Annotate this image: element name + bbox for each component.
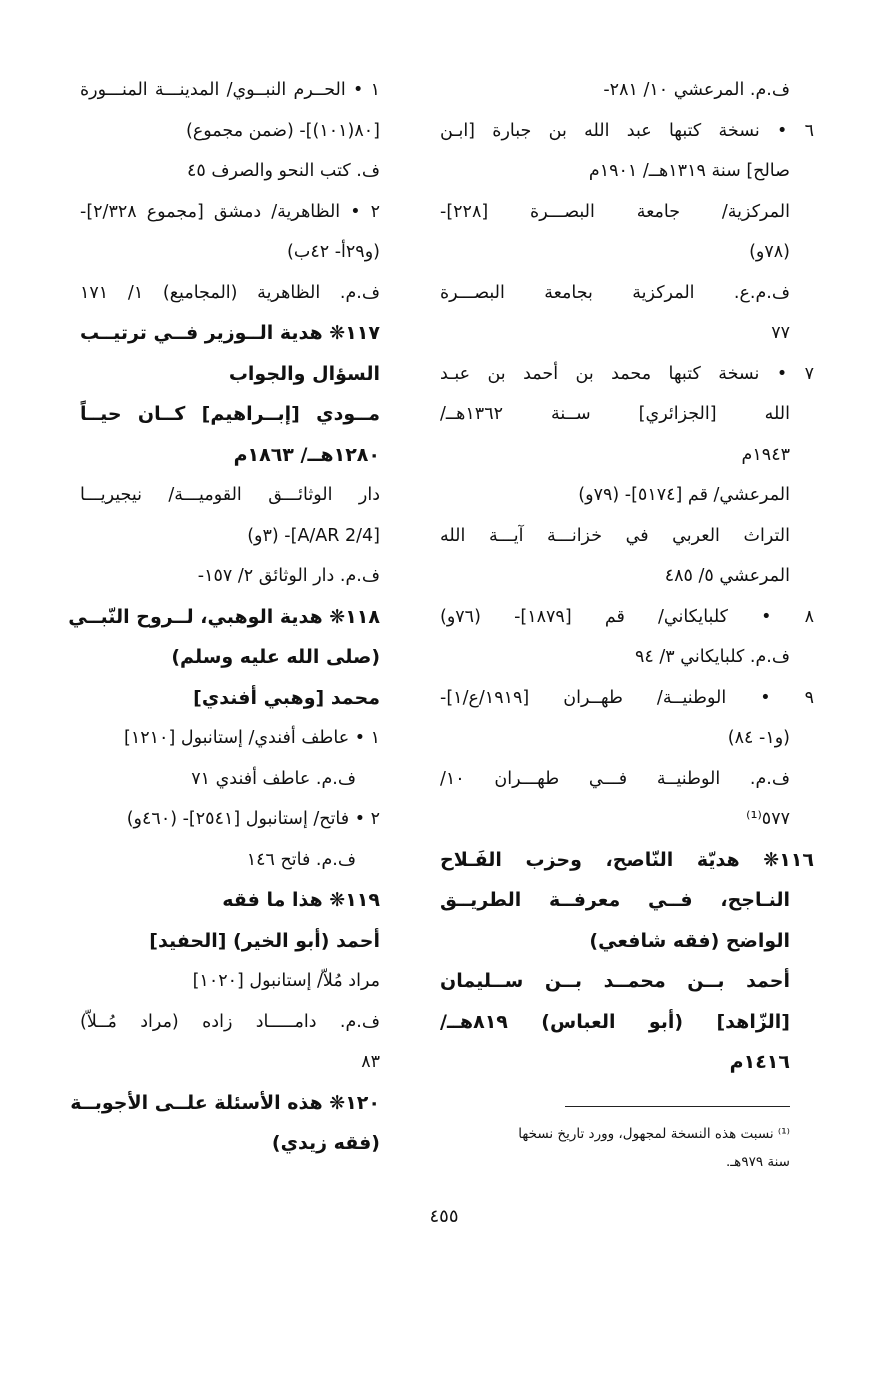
right-column-line: (و١- ٨٤) bbox=[727, 728, 790, 748]
footnote-line-1: ⁽¹⁾ نسبت هذه النسخة لمجهول، وورد تاريخ نسخها bbox=[518, 1126, 790, 1142]
right-column-line: أحمد بــن محمــد بــن ســليمان bbox=[440, 970, 790, 992]
left-column-line: ف. كتب النحو والصرف ٤٥ bbox=[187, 161, 380, 181]
left-column-line: [A/AR 2/4]- (٣و) bbox=[247, 525, 380, 546]
left-column-line: محمد [وهبي أفندي] bbox=[193, 686, 380, 709]
right-column-line: (٧٨و) bbox=[749, 242, 790, 262]
right-column-line: ف.م. الوطنيــة فـــي طهـــران ١٠/ bbox=[440, 768, 790, 789]
left-column-line: دار الوثائـــق القوميـــة/ نيجيريـــا bbox=[80, 485, 380, 505]
right-column-line: ١٩٤٣م bbox=[741, 444, 790, 465]
left-column-line: ف.م. دار الوثائق ٢/ ١٥٧- bbox=[197, 566, 380, 586]
right-column-line: التراث العربي في خزانـــة آيـــة الله bbox=[440, 525, 790, 546]
left-column-line: ف.م. الظاهرية (المجاميع) ١/ ١٧١ bbox=[80, 282, 381, 303]
right-column-line: ١١٦❋ هديّة النّاصح، وحزب الفَـلاح bbox=[440, 848, 814, 871]
right-column-line: ٩ • الوطنيــة/ طهــران [١٩١٩/ع/١]- bbox=[440, 687, 814, 708]
left-column-line: ١٢٨٠هــ/ ١٨٦٣م bbox=[233, 443, 380, 466]
page-number: ٤٥٥ bbox=[429, 1206, 459, 1227]
right-column-line: المرعشي/ قم [٥١٧٤]- (٧٩و) bbox=[578, 485, 790, 505]
left-column-line: ف.م. فاتح ١٤٦ bbox=[246, 849, 356, 870]
right-column-line: ف.م. المرعشي ١٠/ ٢٨١- bbox=[603, 80, 790, 100]
right-column-line: الواضح (فقه شافعي) bbox=[589, 929, 790, 952]
left-column-line: ف.م. دامـــــاد زاده (مراد مُــلاّ) bbox=[80, 1011, 380, 1032]
left-column-line: ف.م. عاطف أفندي ٧١ bbox=[191, 768, 356, 789]
right-column-line: المرعشي ٥/ ٤٨٥ bbox=[664, 566, 790, 586]
left-column-line: ٨٣ bbox=[361, 1052, 380, 1072]
right-column-line: ٧٧ bbox=[771, 323, 790, 343]
left-column-line: (فقه زيدي) bbox=[271, 1132, 380, 1154]
right-column-line: النـاجح، فــي معرفــة الطريــق bbox=[440, 889, 790, 911]
left-column-line: ٢ • الظاهرية/ دمشق [مجموع ٢/٣٢٨]- bbox=[80, 201, 380, 222]
footnote-divider bbox=[565, 1106, 790, 1107]
left-column-line: مراد مُلاّ/ إستانبول [١٠٢٠] bbox=[192, 971, 380, 991]
right-column-line: ٦ • نسخة كتبها عبد الله بن جبارة [ابـن bbox=[440, 120, 814, 141]
left-column-line: ١١٨❋ هدية الوهبي، لــروح النّبــي bbox=[68, 605, 380, 628]
right-column-line: ١٤١٦م bbox=[729, 1051, 790, 1073]
footnote-line-2: سنة ٩٧٩هـ. bbox=[725, 1154, 790, 1170]
right-column-line: ف.م. كلبايكاني ٣/ ٩٤ bbox=[635, 647, 790, 667]
left-column-line: أحمد (أبو الخير) [الحفيد] bbox=[149, 929, 380, 952]
right-column-line: [الزّاهد] (أبو العباس) ٨١٩هــ/ bbox=[440, 1010, 790, 1033]
left-column-line: ١٢٠❋ هذه الأسئلة علــى الأجوبــة bbox=[70, 1091, 380, 1114]
right-column-line: ٥٧٧⁽¹⁾ bbox=[746, 809, 790, 829]
right-column bbox=[440, 70, 814, 1083]
right-column-line: ف.م.ع. المركزية بجامعة البصـــرة bbox=[440, 282, 790, 303]
right-column-line: المركزية/ جامعة البصـــرة [٢٢٨]- bbox=[440, 201, 790, 222]
left-column-line: ٢ • فاتح/ إستانبول [٢٥٤١]- (٤٦٠و) bbox=[126, 809, 380, 829]
left-column-line: (و٢٩أ- ٤٢ب) bbox=[287, 242, 380, 262]
left-column-line: مــودي [إبــراهيم] كــان حيــاً bbox=[80, 403, 380, 425]
left-column-line: ١ • عاطف أفندي/ إستانبول [١٢١٠] bbox=[124, 728, 380, 748]
right-column-line: الله [الجزائري] ســنة ١٣٦٢هــ/ bbox=[440, 404, 790, 424]
right-column-line: صالح] سنة ١٣١٩هــ/ ١٩٠١م bbox=[588, 161, 790, 181]
right-column-line: ٧ • نسخة كتبها محمد بن أحمد بن عبـد bbox=[440, 363, 814, 384]
left-column bbox=[68, 70, 381, 1164]
left-column-line: السؤال والجواب bbox=[228, 362, 380, 385]
left-column-line: (صلى الله عليه وسلم) bbox=[171, 646, 380, 668]
left-column-line: ١١٧❋ هدية الــوزير فــي ترتيــب bbox=[79, 322, 380, 344]
footnote bbox=[440, 1120, 790, 1176]
left-column-line: ١ • الحــرم النبــوي/ المدينـــة المنـــورة bbox=[80, 80, 380, 100]
right-column-line: ٨ • كلبايكاني/ قم [١٨٧٩]- (٧٦و) bbox=[440, 606, 814, 627]
left-column-line: ١١٩❋ هذا ما فقه bbox=[222, 889, 380, 911]
left-column-line: [٨٠(١٠١)]- (ضمن مجموع) bbox=[186, 120, 380, 141]
